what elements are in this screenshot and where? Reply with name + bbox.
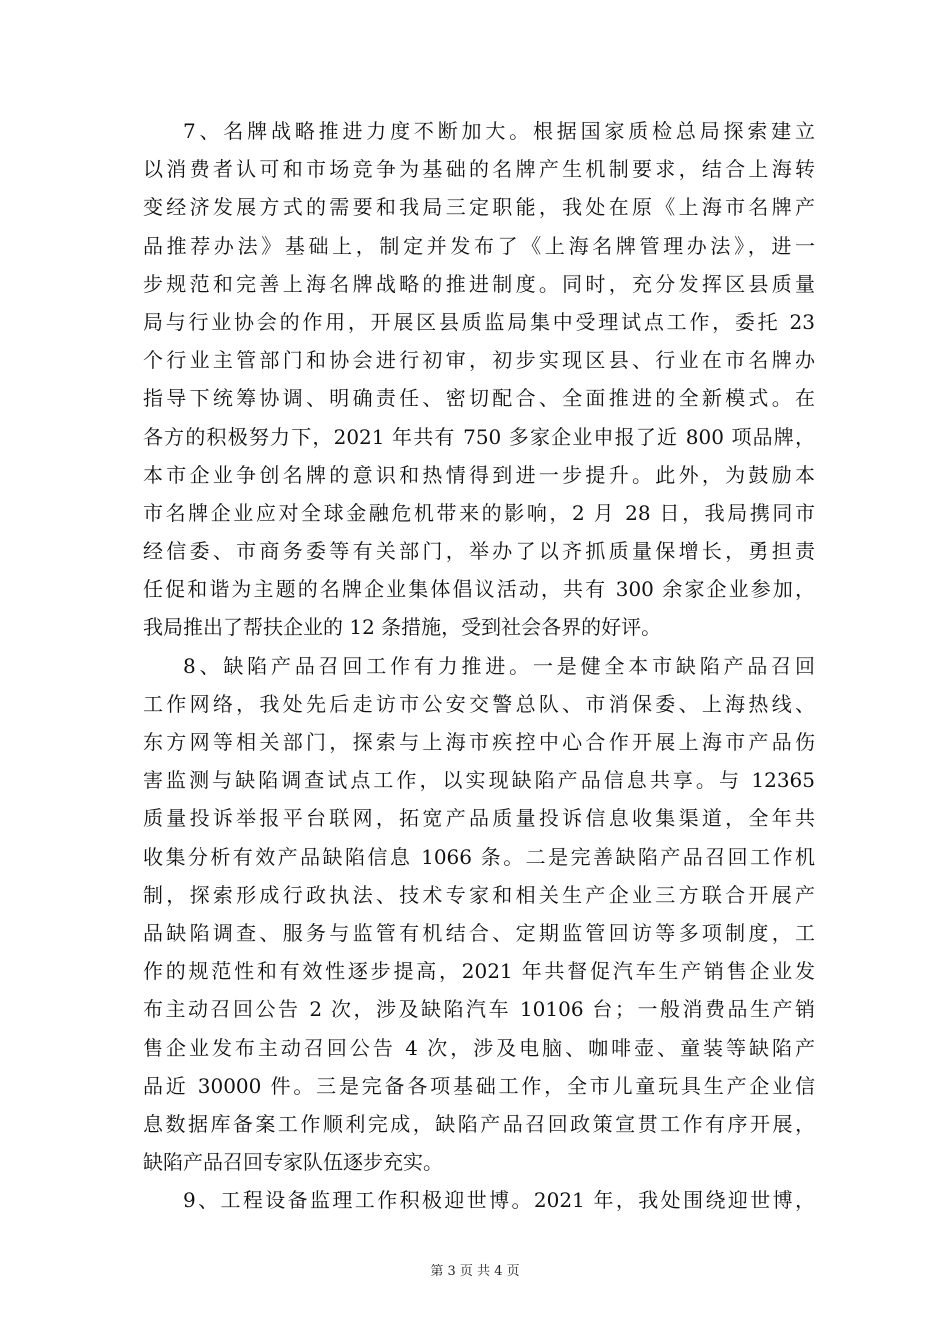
text-line: 指导下统筹协调、明确责任、密切配合、全面推进的全新模式。在 xyxy=(143,386,815,411)
text-line: 东方网等相关部门，探索与上海市疾控中心合作开展上海市产品伤 xyxy=(143,730,815,754)
text-line: 质量投诉举报平台联网，拓宽产品质量投诉信息收集渠道，全年共 xyxy=(143,806,815,831)
text-line: 我局推出了帮扶企业的 12 条措施，受到社会各界的好评。 xyxy=(143,615,662,640)
body-text xyxy=(143,112,815,1219)
page-number-footer: 第 3 页 共 4 页 xyxy=(430,1264,520,1279)
text-line: 变经济发展方式的需要和我局三定职能，我处在原《上海市名牌产 xyxy=(143,195,815,220)
text-line: 工作网络，我处先后走访市公安交警总队、市消保委、上海热线、 xyxy=(143,691,815,716)
text-line: 品近 30000 件。三是完备各项基础工作，全市儿童玩具生产企业信 xyxy=(143,1073,815,1098)
text-line: 售企业发布主动召回公告 4 次，涉及电脑、咖啡壶、童装等缺陷产 xyxy=(143,1035,815,1060)
text-line: 害监测与缺陷调查试点工作，以实现缺陷产品信息共享。与 12365 xyxy=(143,768,815,793)
text-line: 布主动召回公告 2 次，涉及缺陷汽车 10106 台；一般消费品生产销 xyxy=(143,997,815,1022)
text-line: 缺陷产品召回专家队伍逐步充实。 xyxy=(143,1150,443,1175)
text-line: 8、缺陷产品召回工作有力推进。一是健全本市缺陷产品召回 xyxy=(183,653,815,678)
text-line: 个行业主管部门和协会进行初审，初步实现区县、行业在市名牌办 xyxy=(143,348,815,373)
text-line: 本市企业争创名牌的意识和热情得到进一步提升。此外，为鼓励本 xyxy=(143,462,815,487)
text-line: 收集分析有效产品缺陷信息 1066 条。二是完善缺陷产品召回工作机 xyxy=(143,844,815,869)
text-line: 息数据库备案工作顺利完成，缺陷产品召回政策宣贯工作有序开展， xyxy=(143,1111,815,1136)
text-line: 步规范和完善上海名牌战略的推进制度。同时，充分发挥区县质量 xyxy=(143,271,815,296)
text-line: 市名牌企业应对全球金融危机带来的影响，2 月 28 日，我局携同市 xyxy=(143,500,815,525)
text-line: 各方的积极努力下，2021 年共有 750 多家企业申报了近 800 项品牌， xyxy=(143,424,815,449)
text-line: 品缺陷调查、服务与监管有机结合、定期监管回访等多项制度，工 xyxy=(143,920,815,945)
text-line: 制，探索形成行政执法、技术专家和相关生产企业三方联合开展产 xyxy=(143,882,815,907)
text-line: 7、名牌战略推进力度不断加大。根据国家质检总局探索建立 xyxy=(183,119,815,143)
text-line: 品推荐办法》基础上，制定并发布了《上海名牌管理办法》，进一 xyxy=(143,233,815,258)
text-line: 作的规范性和有效性逐步提高，2021 年共督促汽车生产销售企业发 xyxy=(143,959,815,984)
text-line: 9、工程设备监理工作积极迎世博。2021 年，我处围绕迎世博， xyxy=(183,1188,815,1213)
text-line: 局与行业协会的作用，开展区县质监局集中受理试点工作，委托 23 xyxy=(143,309,815,334)
text-line: 以消费者认可和市场竞争为基础的名牌产生机制要求，结合上海转 xyxy=(143,157,815,182)
text-line: 经信委、市商务委等有关部门，举办了以齐抓质量保增长，勇担责 xyxy=(143,539,815,564)
text-line: 任促和谐为主题的名牌企业集体倡议活动，共有 300 余家企业参加， xyxy=(143,577,815,602)
